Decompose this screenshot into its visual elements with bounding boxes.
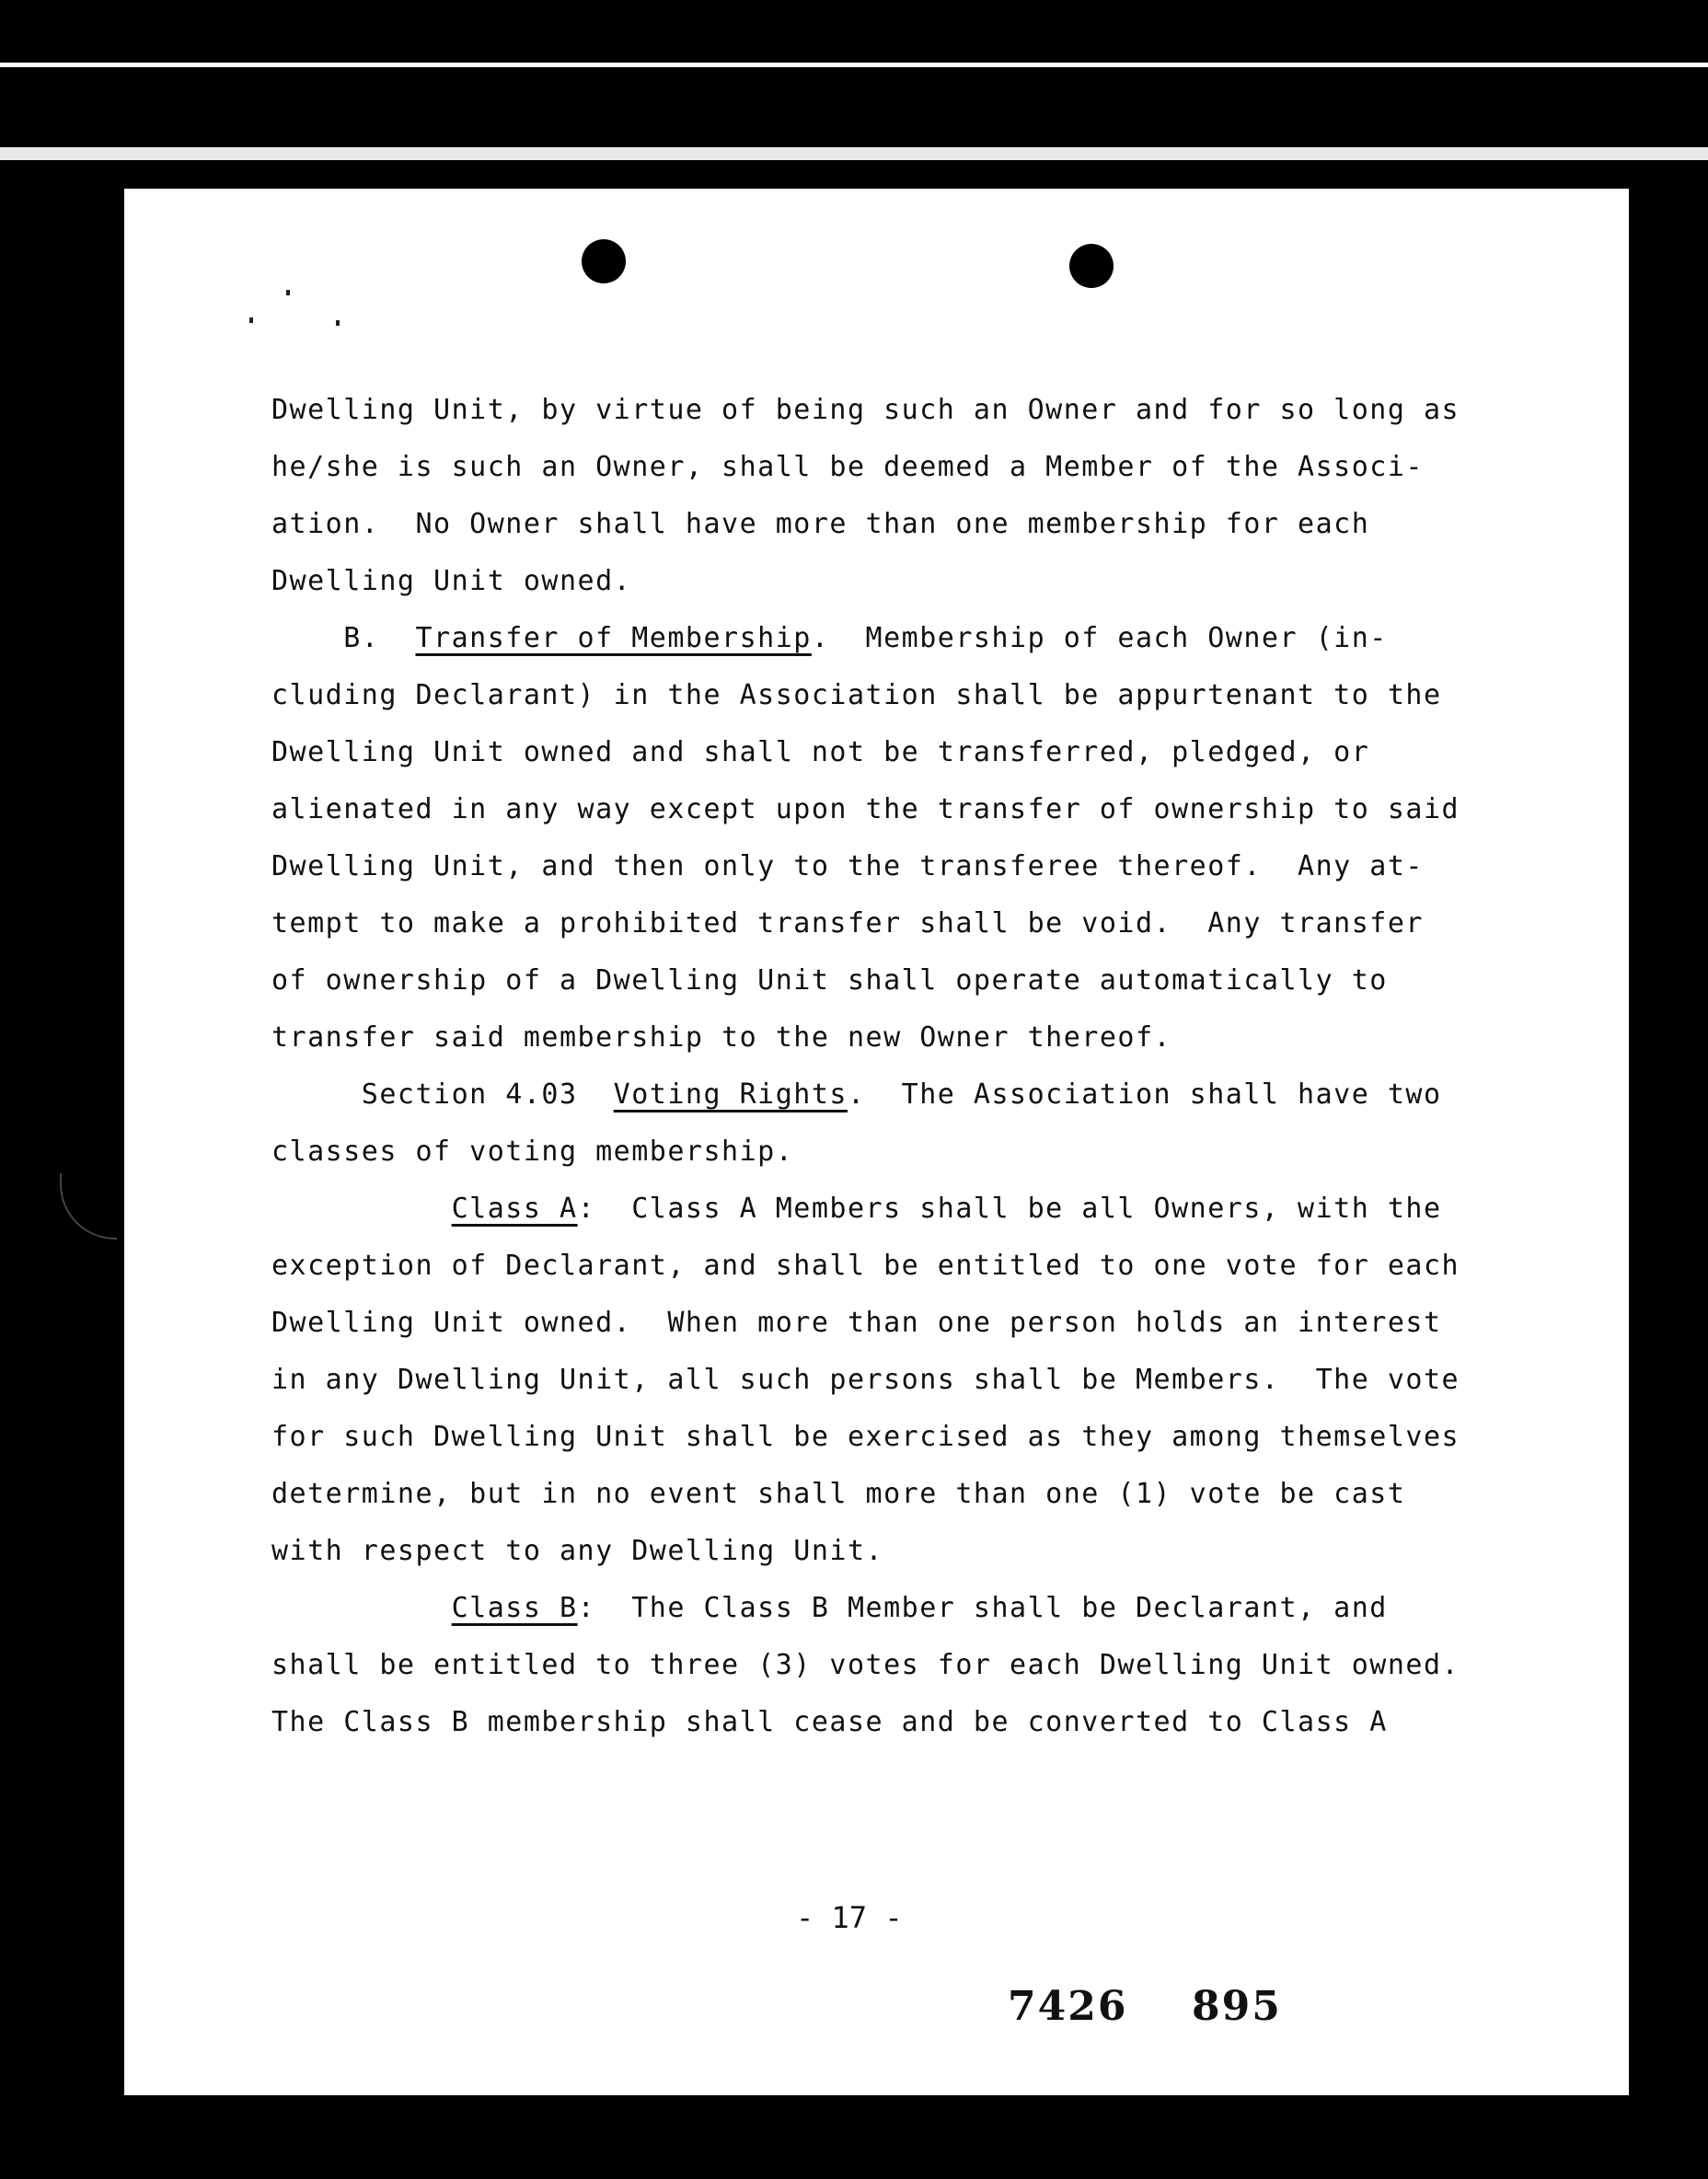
text-line — [271, 1181, 1578, 1238]
text-line: shall be entitled to three (3) votes for each Dwelling Unit owned. — [271, 1649, 1460, 1681]
scan-speck — [286, 290, 290, 295]
text-line: tempt to make a prohibited transfer shall be void. Any transfer — [271, 907, 1424, 940]
record-page-number: 895 — [1192, 1983, 1282, 2030]
line-suffix: : Class A Members shall be all Owners, with the — [577, 1193, 1442, 1225]
line-suffix: . Membership of each Owner (in- — [811, 622, 1388, 654]
text-line — [271, 610, 1578, 667]
punch-hole-left — [582, 239, 626, 283]
punch-hole-right — [1069, 244, 1114, 288]
text-line: exception of Declarant, and shall be entitled to one vote for each — [271, 1250, 1460, 1282]
line-suffix: : The Class B Member shall be Declarant, and — [577, 1592, 1388, 1624]
text-line: of ownership of a Dwelling Unit shall operate automatically to — [271, 964, 1388, 997]
text-line: The Class B membership shall cease and be converted to Class A — [271, 1706, 1388, 1738]
text-line — [271, 1580, 1578, 1637]
line-prefix — [271, 1193, 452, 1225]
underlined-heading: Class A — [451, 1193, 578, 1225]
margin-mark — [60, 1173, 117, 1239]
document-page — [124, 189, 1629, 2095]
text-line: classes of voting membership. — [271, 1136, 794, 1168]
text-line: he/she is such an Owner, shall be deemed a Member of the Associ- — [271, 451, 1424, 483]
underlined-heading: Class B — [451, 1592, 578, 1624]
document-body — [271, 382, 1578, 1751]
text-line: Dwelling Unit owned and shall not be transferred, pledged, or — [271, 736, 1370, 768]
scan-speck — [336, 320, 340, 326]
text-line: determine, but in no event shall more than one (1) vote be cast — [271, 1478, 1406, 1510]
line-prefix — [271, 1592, 452, 1624]
scan-speck — [249, 317, 253, 323]
text-line — [271, 1066, 1578, 1124]
text-line: Dwelling Unit owned. — [271, 565, 632, 597]
text-line: ation. No Owner shall have more than one membership for each — [271, 508, 1370, 540]
text-line: for such Dwelling Unit shall be exercised as they among themselves — [271, 1421, 1460, 1453]
text-line: cluding Declarant) in the Association shall be appurtenant to the — [271, 679, 1442, 711]
line-prefix: B. — [271, 622, 416, 654]
scan-paper-edge — [0, 147, 1708, 160]
line-suffix: . The Association shall have two — [847, 1078, 1442, 1111]
line-prefix: Section 4.03 — [271, 1078, 614, 1111]
text-line: with respect to any Dwelling Unit. — [271, 1535, 884, 1567]
text-line: Dwelling Unit, by virtue of being such an Owner and for so long as — [271, 394, 1460, 426]
page-number: - 17 - — [796, 1900, 903, 1935]
text-line: transfer said membership to the new Owner thereof. — [271, 1021, 1172, 1054]
text-line: Dwelling Unit owned. When more than one person holds an interest — [271, 1307, 1442, 1339]
record-book-number: 7426 — [1008, 1983, 1128, 2030]
text-line: Dwelling Unit, and then only to the transferee thereof. Any at- — [271, 850, 1424, 882]
scan-top-edge — [0, 63, 1708, 67]
text-line: in any Dwelling Unit, all such persons shall be Members. The vote — [271, 1364, 1460, 1396]
underlined-heading: Voting Rights — [613, 1078, 848, 1111]
text-line: alienated in any way except upon the transfer of ownership to said — [271, 793, 1460, 825]
underlined-heading: Transfer of Membership — [415, 622, 812, 654]
